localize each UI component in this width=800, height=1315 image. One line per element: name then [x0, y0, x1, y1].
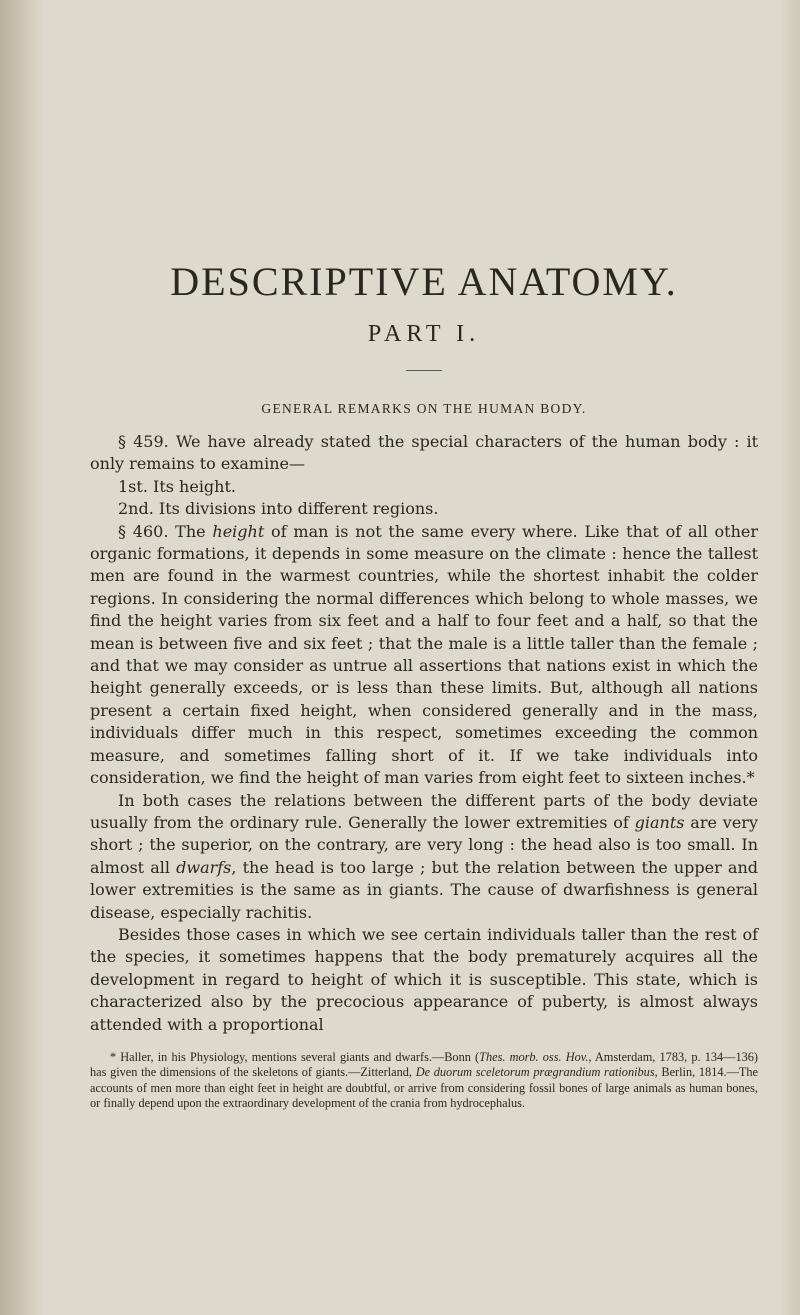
page-title: DESCRIPTIVE ANATOMY.: [170, 259, 678, 304]
paragraph-giants-dwarfs: [90, 790, 758, 924]
emphasis-dwarfs: dwarfs: [176, 857, 232, 877]
text-span: , Berlin, 1814.—The accounts of men more than eight feet in height are doubtful, or arrive from considering fossil bones of large animals as human bones, or finally depend upon the extraordinary development of the crania from hydrocephalus.: [90, 1065, 758, 1111]
section-title: GENERAL REMARKS ON THE HUMAN BODY.: [261, 401, 587, 416]
page-right-edge: [780, 0, 800, 1315]
footnote-citation: Thes. morb. oss. Hov.: [479, 1049, 589, 1064]
text-span: are very short ; the superior, on the contrary, are very long : the head also is too small. In almost all: [90, 812, 758, 877]
emphasis-height: height: [212, 521, 265, 541]
emphasis-giants: giants: [634, 812, 685, 832]
paragraph-besides: Besides those cases in which we see certain individuals taller than the rest of the species, it sometimes happens that the body prematurely acquires all the development in regard to height of which it is susceptible. This state, which is characterized also by the precocious appearance of puberty, is almost always attended with a proportional: [90, 924, 758, 1034]
paragraph-460: [90, 521, 758, 790]
divider-rule: [406, 370, 442, 371]
paragraph-459: § 459. We have already stated the special characters of the human body : it only remains to examine—: [90, 432, 758, 474]
footnote-citation: De duorum sceletorum prægrandium rationibus: [415, 1065, 655, 1080]
text-span: * Haller, in his Physiology, mentions several giants and dwarfs.—Bonn (: [110, 1049, 480, 1064]
text-span: , the head is too large ; but the relation between the upper and lower extremities is the same as in giants. The cause of dwarfishness is general disease, especially rachitis.: [90, 857, 758, 922]
page-content: [90, 258, 758, 1112]
footnote: [90, 1050, 758, 1112]
text-span: In both cases the relations between the different parts of the body deviate usually from the ordinary rule. Generally the lower extremities of: [90, 790, 758, 832]
list-item: 1st. Its height.: [118, 476, 236, 496]
list-items: [90, 476, 758, 521]
text-span: , Amsterdam, 1783, p. 134—136) has given the dimensions of the skeletons of giants.—Zitterland,: [90, 1049, 758, 1080]
part-heading: PART I.: [367, 321, 481, 347]
list-item: 2nd. Its divisions into different regions.: [118, 499, 439, 519]
text-span: of man is not the same every where. Like that of all other organic formations, it depends in some measure on the climate : hence the tallest men are found in the warmest countries, while the shortest inhabit the colder regions. In considering the normal differences which belong to whole masses, we find the height varies from six feet and a half to four feet and a half, so that the mean is between five and six feet ; that the male is a little taller than the female ; and that we may consider as untrue all assertions that nations exist in which the height generally exceeds, or is less than these limits. But, although all nations present a certain fixed height, when considered generally and in the mass, individuals differ much in this respect, sometimes exceeding the common measure, and sometimes falling short of it. If we take individuals into consideration, we find the height of man varies from eight feet to sixteen inches.*: [90, 521, 759, 788]
page-binding-edge: [0, 0, 44, 1315]
text-span: § 460. The: [118, 521, 213, 541]
